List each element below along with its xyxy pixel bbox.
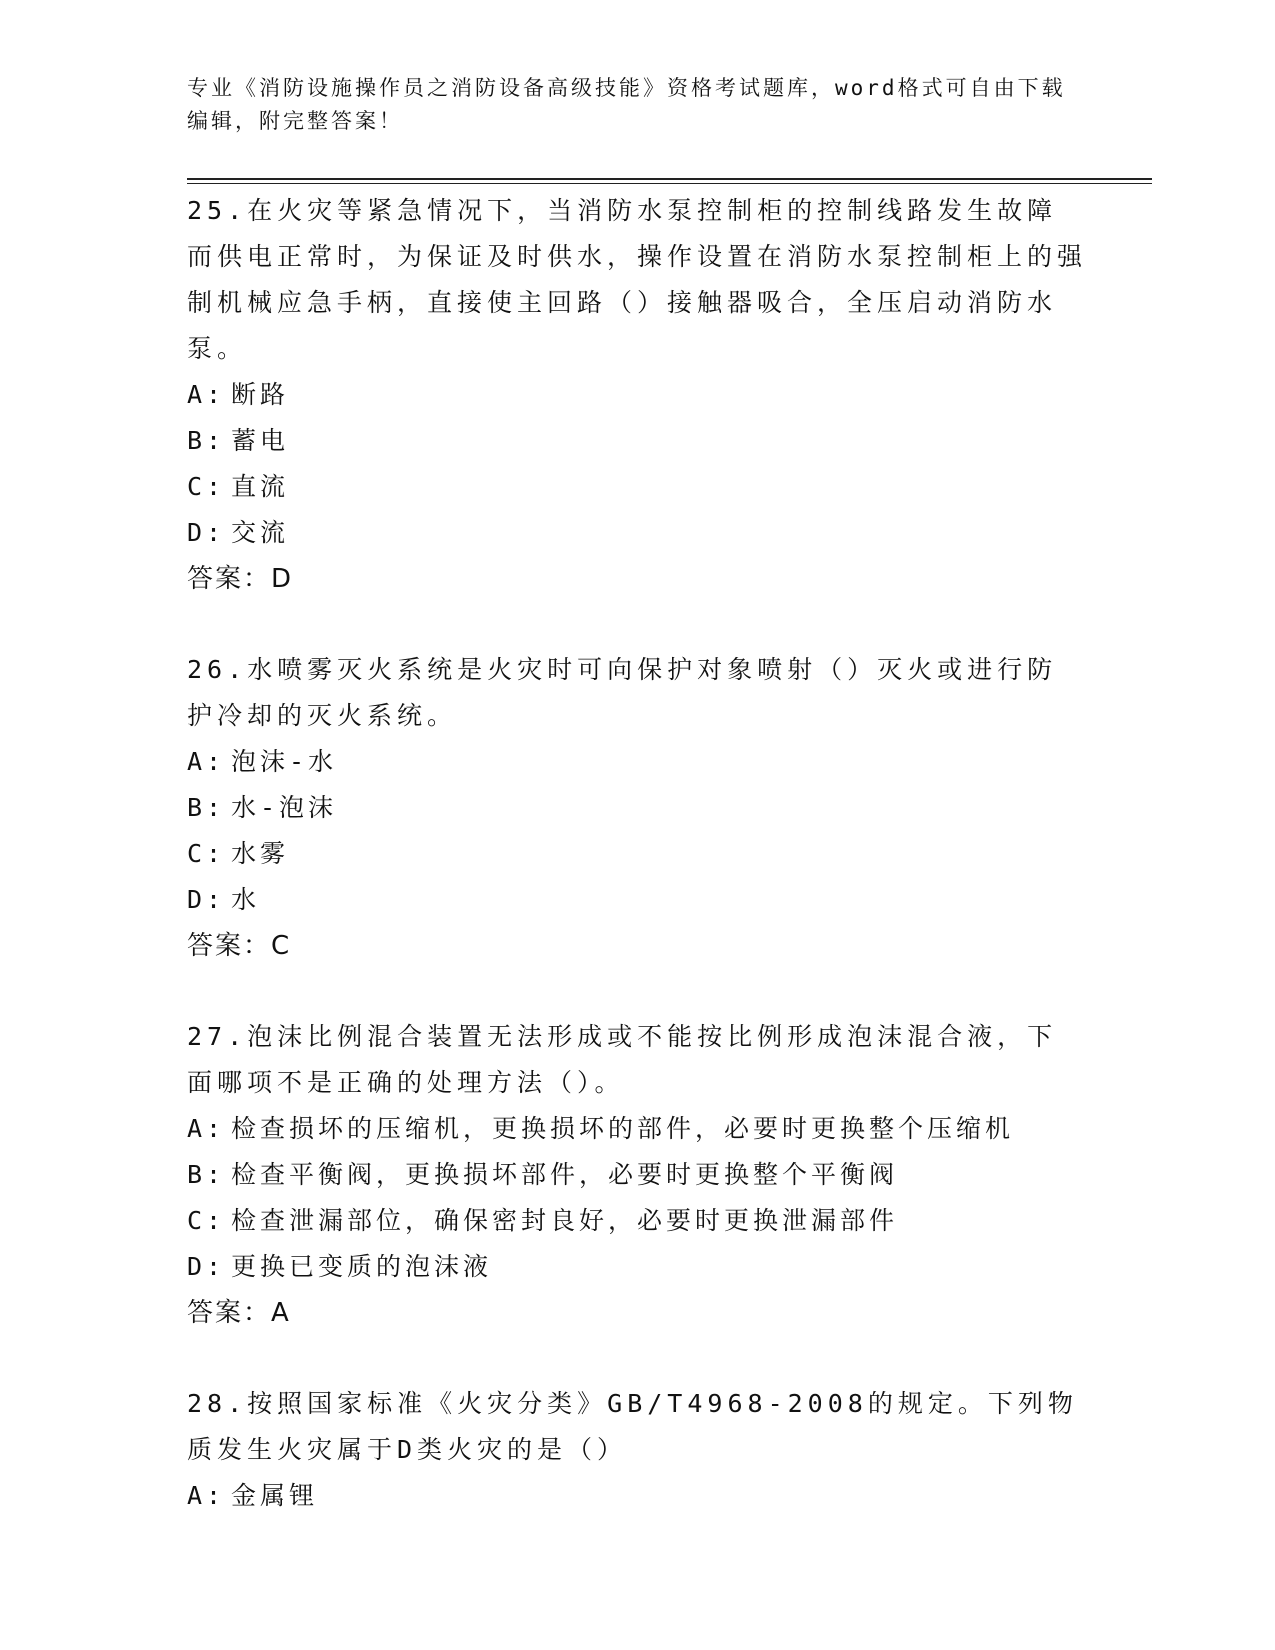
option-c [187, 464, 1087, 510]
answer: 答案：C [187, 931, 292, 961]
option-text: 水 [231, 885, 261, 914]
option-key: B: [187, 1160, 226, 1189]
question-25 [187, 188, 1087, 602]
header-divider-thin [187, 183, 1152, 184]
option-key: C: [187, 472, 226, 501]
option-text: 蓄电 [231, 426, 290, 455]
option-b [187, 785, 1087, 831]
document-header: 专业《消防设施操作员之消防设备高级技能》资格考试题库，word格式可自由下载编辑，附完整答案！ [187, 76, 1066, 133]
option-text: 断路 [231, 380, 290, 409]
option-text: 金属锂 [231, 1481, 319, 1510]
option-d [187, 510, 1087, 556]
option-text: 水雾 [231, 839, 290, 868]
question-28 [187, 1381, 1087, 1519]
option-a [187, 739, 1087, 785]
option-text: 检查损坏的压缩机，更换损坏的部件，必要时更换整个压缩机 [231, 1114, 1015, 1143]
option-a [187, 1106, 1087, 1152]
option-text: 更换已变质的泡沫液 [231, 1252, 493, 1281]
option-b [187, 1152, 1087, 1198]
option-d [187, 877, 1087, 923]
option-c [187, 1198, 1087, 1244]
question-stem: 27.泡沫比例混合装置无法形成或不能按比例形成泡沫混合液，下面哪项不是正确的处理方法（）。 [187, 1022, 1058, 1097]
option-text: 检查泄漏部位，确保密封良好，必要时更换泄漏部件 [231, 1206, 899, 1235]
option-key: A: [187, 1114, 226, 1143]
option-a [187, 1473, 1087, 1519]
question-stem: 26.水喷雾灭火系统是火灾时可向保护对象喷射（）灭火或进行防护冷却的灭火系统。 [187, 655, 1058, 730]
question-27 [187, 1014, 1087, 1336]
option-key: D: [187, 518, 226, 547]
question-stem: 25.在火灾等紧急情况下，当消防水泵控制柜的控制线路发生故障而供电正常时，为保证及时供水，操作设置在消防水泵控制柜上的强制机械应急手柄，直接使主回路（）接触器吸合，全压启动消防水泵。 [187, 196, 1088, 363]
option-key: B: [187, 793, 226, 822]
option-key: D: [187, 885, 226, 914]
answer: 答案：A [187, 1298, 291, 1328]
question-26 [187, 647, 1087, 969]
option-text: 交流 [231, 518, 290, 547]
option-a [187, 372, 1087, 418]
option-text: 检查平衡阀，更换损坏部件，必要时更换整个平衡阀 [231, 1160, 899, 1189]
option-b [187, 418, 1087, 464]
option-d [187, 1244, 1087, 1290]
option-text: 直流 [231, 472, 290, 501]
option-key: C: [187, 839, 226, 868]
option-key: B: [187, 426, 226, 455]
option-key: A: [187, 1481, 226, 1510]
option-key: A: [187, 380, 226, 409]
option-text: 泡沫-水 [231, 747, 338, 776]
header-divider-thick [187, 178, 1152, 180]
option-key: C: [187, 1206, 226, 1235]
option-key: A: [187, 747, 226, 776]
answer: 答案：D [187, 564, 294, 594]
question-stem: 28.按照国家标准《火灾分类》GB/T4968-2008的规定。下列物质发生火灾属于D类火灾的是（） [187, 1389, 1078, 1464]
option-c [187, 831, 1087, 877]
question-list [187, 188, 1087, 1519]
option-text: 水-泡沫 [231, 793, 338, 822]
option-key: D: [187, 1252, 226, 1281]
